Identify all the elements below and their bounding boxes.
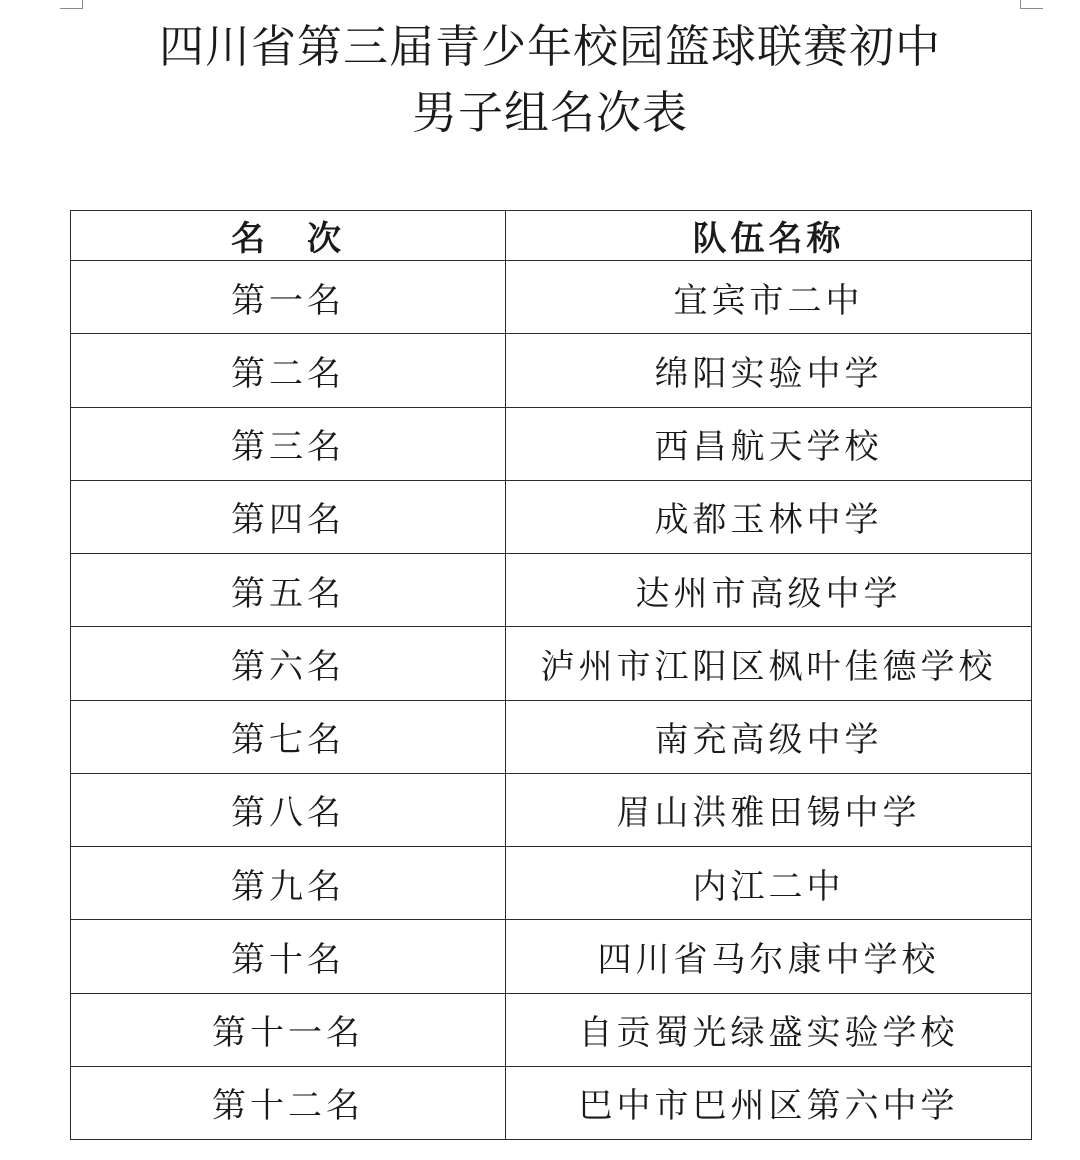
team-cell: 宜宾市二中 (506, 261, 1032, 334)
team-cell: 西昌航天学校 (506, 407, 1032, 480)
team-cell: 达州市高级中学 (506, 554, 1032, 627)
rank-cell: 第六名 (71, 627, 506, 700)
table-row (71, 847, 1032, 920)
team-cell: 巴中市巴州区第六中学 (506, 1066, 1032, 1139)
rank-cell: 第二名 (71, 334, 506, 407)
rank-cell: 第八名 (71, 773, 506, 846)
table-row (71, 334, 1032, 407)
table-row (71, 261, 1032, 334)
table-row (71, 480, 1032, 553)
document-title (0, 14, 1080, 146)
team-cell: 绵阳实验中学 (506, 334, 1032, 407)
rank-cell: 第一名 (71, 261, 506, 334)
table-row (71, 993, 1032, 1066)
table-row (71, 627, 1032, 700)
team-cell: 成都玉林中学 (506, 480, 1032, 553)
team-cell: 四川省马尔康中学校 (506, 920, 1032, 993)
rank-cell: 第十名 (71, 920, 506, 993)
team-cell: 自贡蜀光绿盛实验学校 (506, 993, 1032, 1066)
table-row (71, 1066, 1032, 1139)
table-row (71, 700, 1032, 773)
rank-cell: 第十二名 (71, 1066, 506, 1139)
rank-cell: 第十一名 (71, 993, 506, 1066)
table-row (71, 407, 1032, 480)
title-line-2: 男子组名次表 (411, 86, 688, 139)
table-row (71, 773, 1032, 846)
rank-cell: 第三名 (71, 407, 506, 480)
title-line-1: 四川省第三届青少年校园篮球联赛初中 (158, 20, 941, 73)
header-rank: 名 次 (71, 211, 506, 261)
table-header-row (71, 211, 1032, 261)
rank-cell: 第五名 (71, 554, 506, 627)
team-cell: 南充高级中学 (506, 700, 1032, 773)
ranking-table (70, 210, 1032, 1140)
rank-cell: 第四名 (71, 480, 506, 553)
team-cell: 泸州市江阳区枫叶佳德学校 (506, 627, 1032, 700)
crop-mark-left (60, 0, 83, 9)
table-row (71, 920, 1032, 993)
rank-cell: 第九名 (71, 847, 506, 920)
header-team: 队伍名称 (506, 211, 1032, 261)
team-cell: 眉山洪雅田锡中学 (506, 773, 1032, 846)
rank-cell: 第七名 (71, 700, 506, 773)
table-row (71, 554, 1032, 627)
team-cell: 内江二中 (506, 847, 1032, 920)
crop-mark-right (1020, 0, 1043, 9)
